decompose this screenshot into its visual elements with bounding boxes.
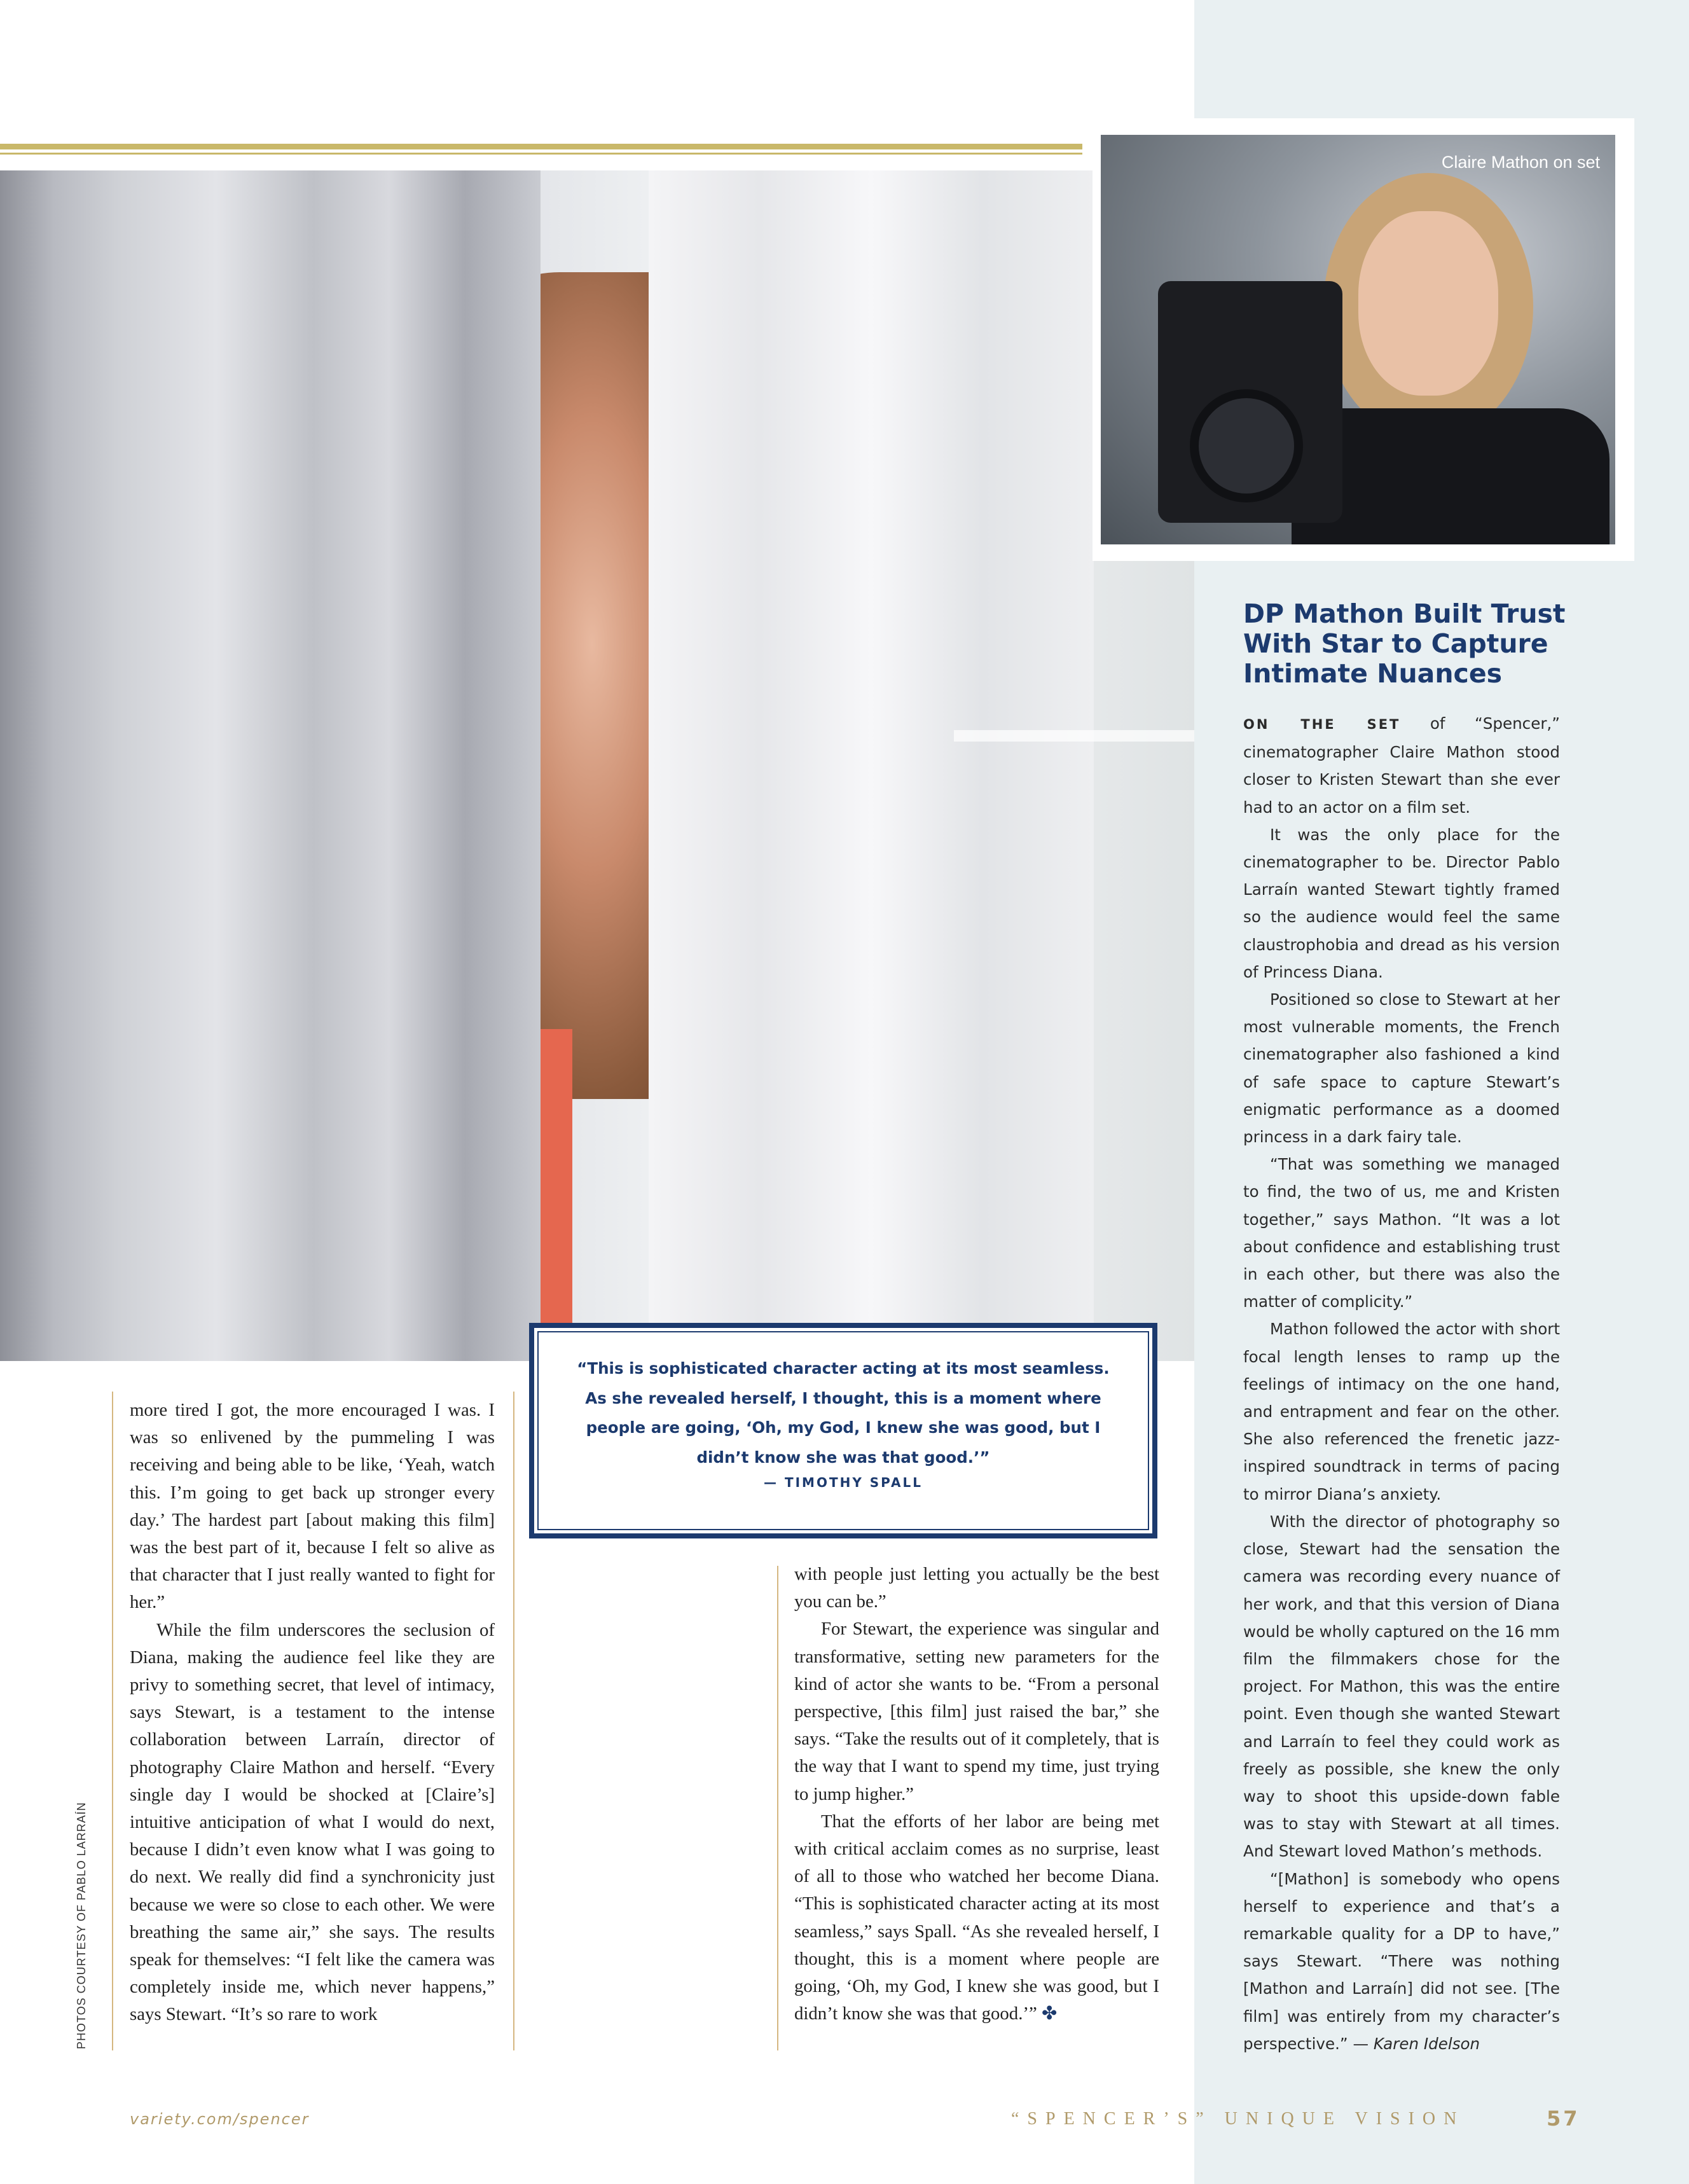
photo-credit: PHOTOS COURTESY OF PABLO LARRAÍN xyxy=(75,1802,88,2049)
article-paragraph: While the film underscores the seclusion of Diana, making the audience feel like they are privy to something secret, that level of intimacy, says Stewart, is a testament to the intense collaboration between Larraín, director of photography Claire Mathon and herself. “Every single day I would be shocked at [Claire’s] intuitive anticipation of what I would do next, because I didn’t even know what I was going to do next. We really did find a synchronicity just because we were so close to each other. We were breathing the same air,” she says. The results speak for themselves: “I felt like the camera was completely inside me, which never happens,” says Stewart. “It’s so rare to work xyxy=(130,1619,495,2025)
sidebar-paragraph: It was the only place for the cinematographer to be. Director Pablo Larraín wanted Stewart tightly framed so the audience would feel the same claustrophobia and dread as his version of Princess Diana. xyxy=(1243,825,1560,981)
column-rule-right xyxy=(777,1566,778,2050)
article-paragraph-text: That the efforts of her labor are being met with critical acclaim comes as no surprise, least of all to those who watched her become Diana. “This is sophisticated character acting at its most seamless,” says Spall. “As she revealed herself, I thought, this is a moment where people are going, ‘Oh, my God, I knew she was good, but I didn’t know she was that good.’” xyxy=(794,1811,1159,2024)
footer-section-title: “SPENCER’S” UNIQUE VISION xyxy=(1011,2109,1465,2129)
article-paragraph: For Stewart, the experience was singular and transformative, setting new parameters for the kind of actor she wants to be. “From a personal perspective, [this film] just raised the bar,” she says. “Take the results out of it completely, that is the way that I want to spend my time, just trying to jump higher.” xyxy=(794,1619,1159,1804)
sidebar-paragraph xyxy=(1243,1865,1560,2057)
sidebar-paragraph xyxy=(1243,710,1560,821)
sidebar-paragraph-text: “[Mathon] is somebody who opens herself to experience and that’s a remarkable quality for a DP to have,” says Stewart. “There was nothing [Mathon and Larraín] did not see. [The film] was entirely from my character’s perspective.” — xyxy=(1243,1869,1560,2053)
pull-quote-box xyxy=(529,1323,1157,1538)
article-column-2 xyxy=(794,1561,1159,2028)
inset-photo-claire-mathon xyxy=(1101,135,1615,544)
pull-quote-inner-frame xyxy=(537,1331,1149,1530)
sidebar-headline: DP Mathon Built Trust With Star to Capture Intimate Nuances xyxy=(1243,598,1566,689)
inset-photo-lens xyxy=(1190,389,1303,502)
article-column-1 xyxy=(130,1397,495,2029)
hero-photo-kristen-stewart-behind-curtain xyxy=(0,170,1194,1361)
sidebar-paragraph: With the director of photography so close, Stewart had the sensation the camera was recording every nuance of her work, and that this version of Diana would be wholly captured on the 16 mm film the filmmakers chose for the project. For Mathon, this was the entire point. Even though she wanted Stewart and Larraín to feel they could work as freely as possible, she knew the only way to shoot this upside-down fable was to stay with Stewart at all times. And Stewart loved Mathon’s methods. xyxy=(1243,1512,1560,1861)
hero-photo-curtain-left xyxy=(0,170,541,1361)
sidebar-lead-in: ON THE SET xyxy=(1243,717,1401,732)
footer-page-number: 57 xyxy=(1547,2106,1580,2131)
sidebar-article-body xyxy=(1243,710,1560,2057)
inset-photo-caption: Claire Mathon on set xyxy=(1441,153,1600,172)
article-paragraph xyxy=(794,1808,1159,2028)
sidebar-byline: Karen Idelson xyxy=(1373,2034,1480,2053)
pull-quote-attribution: — TIMOTHY SPALL xyxy=(764,1475,923,1490)
inset-photo-face xyxy=(1358,211,1498,396)
article-paragraph: more tired I got, the more encouraged I was. I was so enlivened by the pummeling I was receiving and being able to be like, ‘Yeah, watch this. I’m going to get back up stronger every day.’ The hardest part [about making this film] was the best part of it, because I felt so alive as that character that I just really wanted to fight for her.” xyxy=(130,1400,495,1613)
sidebar-paragraph: Positioned so close to Stewart at her most vulnerable moments, the French cinematographer also fashioned a kind of safe space to capture Stewart’s enigmatic performance as a doomed princess in a dark fairy tale. xyxy=(1243,990,1560,1147)
end-mark-icon: ✤ xyxy=(1041,2003,1058,2024)
sidebar-paragraph: Mathon followed the actor with short focal length lenses to ramp up the feelings of intimacy on the one hand, and entrapment and fear on the other. She also referenced the frenetic jazz-inspired soundtrack in terms of pacing to mirror Diana’s anxiety. xyxy=(1243,1320,1560,1503)
sidebar-paragraph: “That was something we managed to find, the two of us, me and Kristen together,” says Mathon. “It was a lot about confidence and establishing trust in each other, but there was also the matter of complicity.” xyxy=(1243,1155,1560,1311)
hero-photo-window-frame xyxy=(954,730,1194,742)
sidebar-paragraph-text: of “Spencer,” cinematographer Claire Mathon stood closer to Kristen Stewart than she ever had to an actor on a film set. xyxy=(1243,714,1560,817)
hero-photo-curtain-right xyxy=(649,170,1094,1361)
article-paragraph: with people just letting you actually be the best you can be.” xyxy=(794,1564,1159,1612)
column-rule-left xyxy=(112,1392,113,2050)
pull-quote-text: “This is sophisticated character acting at its most seamless. As she revealed herself, I thought, this is a moment where people are going, ‘Oh, my God, I knew she was good, but I didn’t know she was that good.’” xyxy=(577,1359,1110,1467)
column-rule-center xyxy=(513,1392,514,2050)
footer-url: variety.com/spencer xyxy=(130,2110,310,2128)
gold-rule-top xyxy=(0,144,1082,149)
gold-rule-bottom xyxy=(0,153,1082,155)
